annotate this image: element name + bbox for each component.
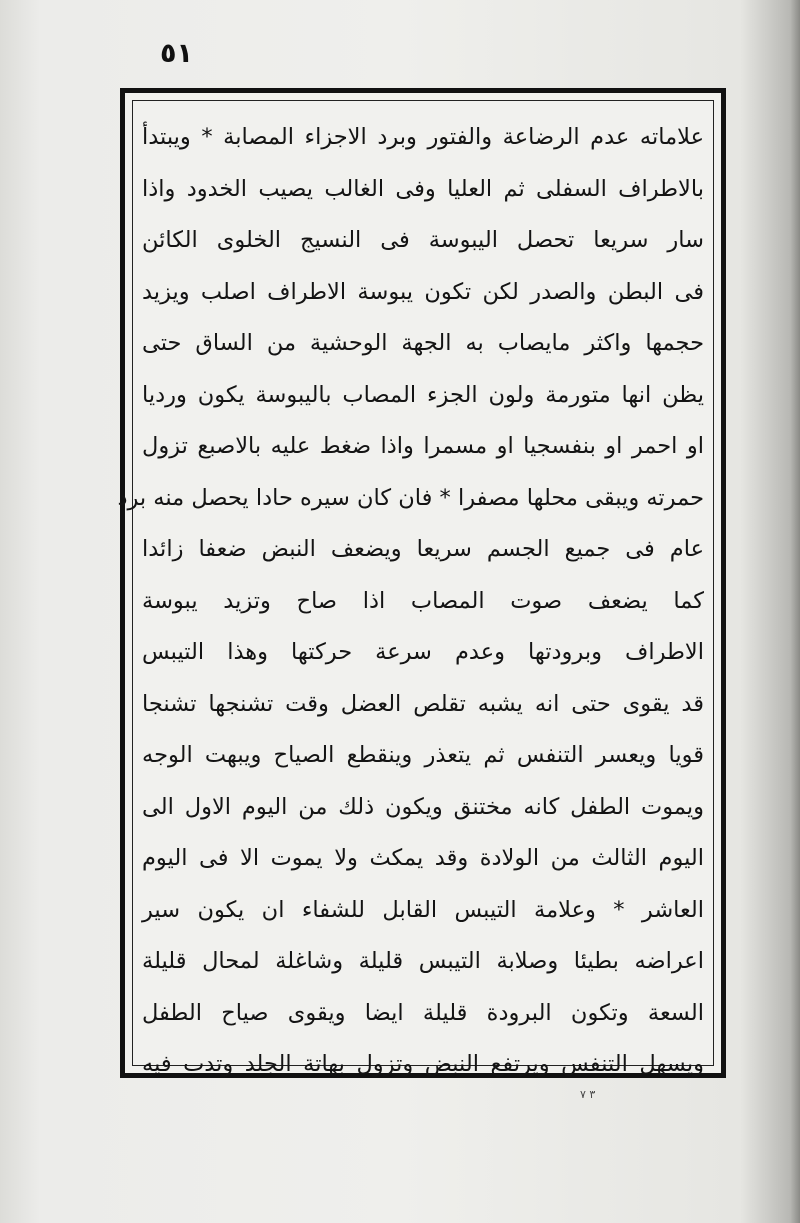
text-line: يظن انها متورمة ولون الجزء المصاب باليبوسة يكون ورديا: [142, 381, 704, 408]
text-line: اعراضه بطيئا وصلابة التيبس قليلة وشاغلة لمحال قليلة: [142, 948, 704, 974]
footer-mark: ٣ ٧: [580, 1088, 596, 1101]
text-line: بالاطراف السفلى ثم العليا وفى الغالب يصيب الخدود واذا: [142, 175, 704, 202]
text-line: او احمر او بنفسجيا او مسمرا واذا ضغط عليه بالاصبع تزول: [142, 433, 704, 459]
text-line: اليوم الثالث من الولادة وقد يمكث ولا يموت الا فى اليوم: [142, 845, 704, 871]
text-line: قويا ويعسر التنفس ثم يتعذر وينقطع الصياح ويبهت الوجه: [142, 742, 704, 768]
text-line: العاشر * وعلامة التيبس القابل للشفاء ان يكون سير: [142, 896, 704, 923]
main-text-block: [117, 112, 704, 1077]
text-line: سار سريعا تحصل اليبوسة فى النسيج الخلوى الكائن: [142, 227, 704, 253]
text-line: عام فى جميع الجسم سريعا ويضعف النبض ضعفا زائدا: [142, 536, 704, 562]
text-line: ويموت الطفل كانه مختنق ويكون ذلك من اليوم الاول الى: [142, 793, 704, 820]
text-line: قد يقوى حتى انه يشبه تقلص العضل وقت تشنجها تشنجا: [142, 690, 704, 717]
text-line: حجمها واكثر مايصاب به الجهة الوحشية من الساق حتى: [142, 330, 704, 356]
text-line: الاطراف وبرودتها وعدم سرعة حركتها وهذا التيبس: [142, 639, 704, 665]
text-line: فى البطن والصدر لكن تكون يبوسة الاطراف اصلب ويزيد: [142, 278, 704, 305]
text-line: ويسهل التنفس ويرتفع النبض وتزول بهاتة الجلد وتدب فيه: [142, 1051, 704, 1077]
text-line: السعة وتكون البرودة قليلة ايضا ويقوى صياح الطفل: [142, 999, 704, 1026]
text-line: حمرته ويبقى محلها مصفرا * فان كان سيره حادا يحصل منه برد: [117, 484, 704, 511]
text-line: كما يضعف صوت المصاب اذا صاح وتزيد يبوسة: [142, 587, 704, 614]
text-line: علاماته عدم الرضاعة والفتور وبرد الاجزاء المصابة * ويبتدأ: [142, 124, 704, 150]
page-number: ٥١: [160, 38, 193, 69]
